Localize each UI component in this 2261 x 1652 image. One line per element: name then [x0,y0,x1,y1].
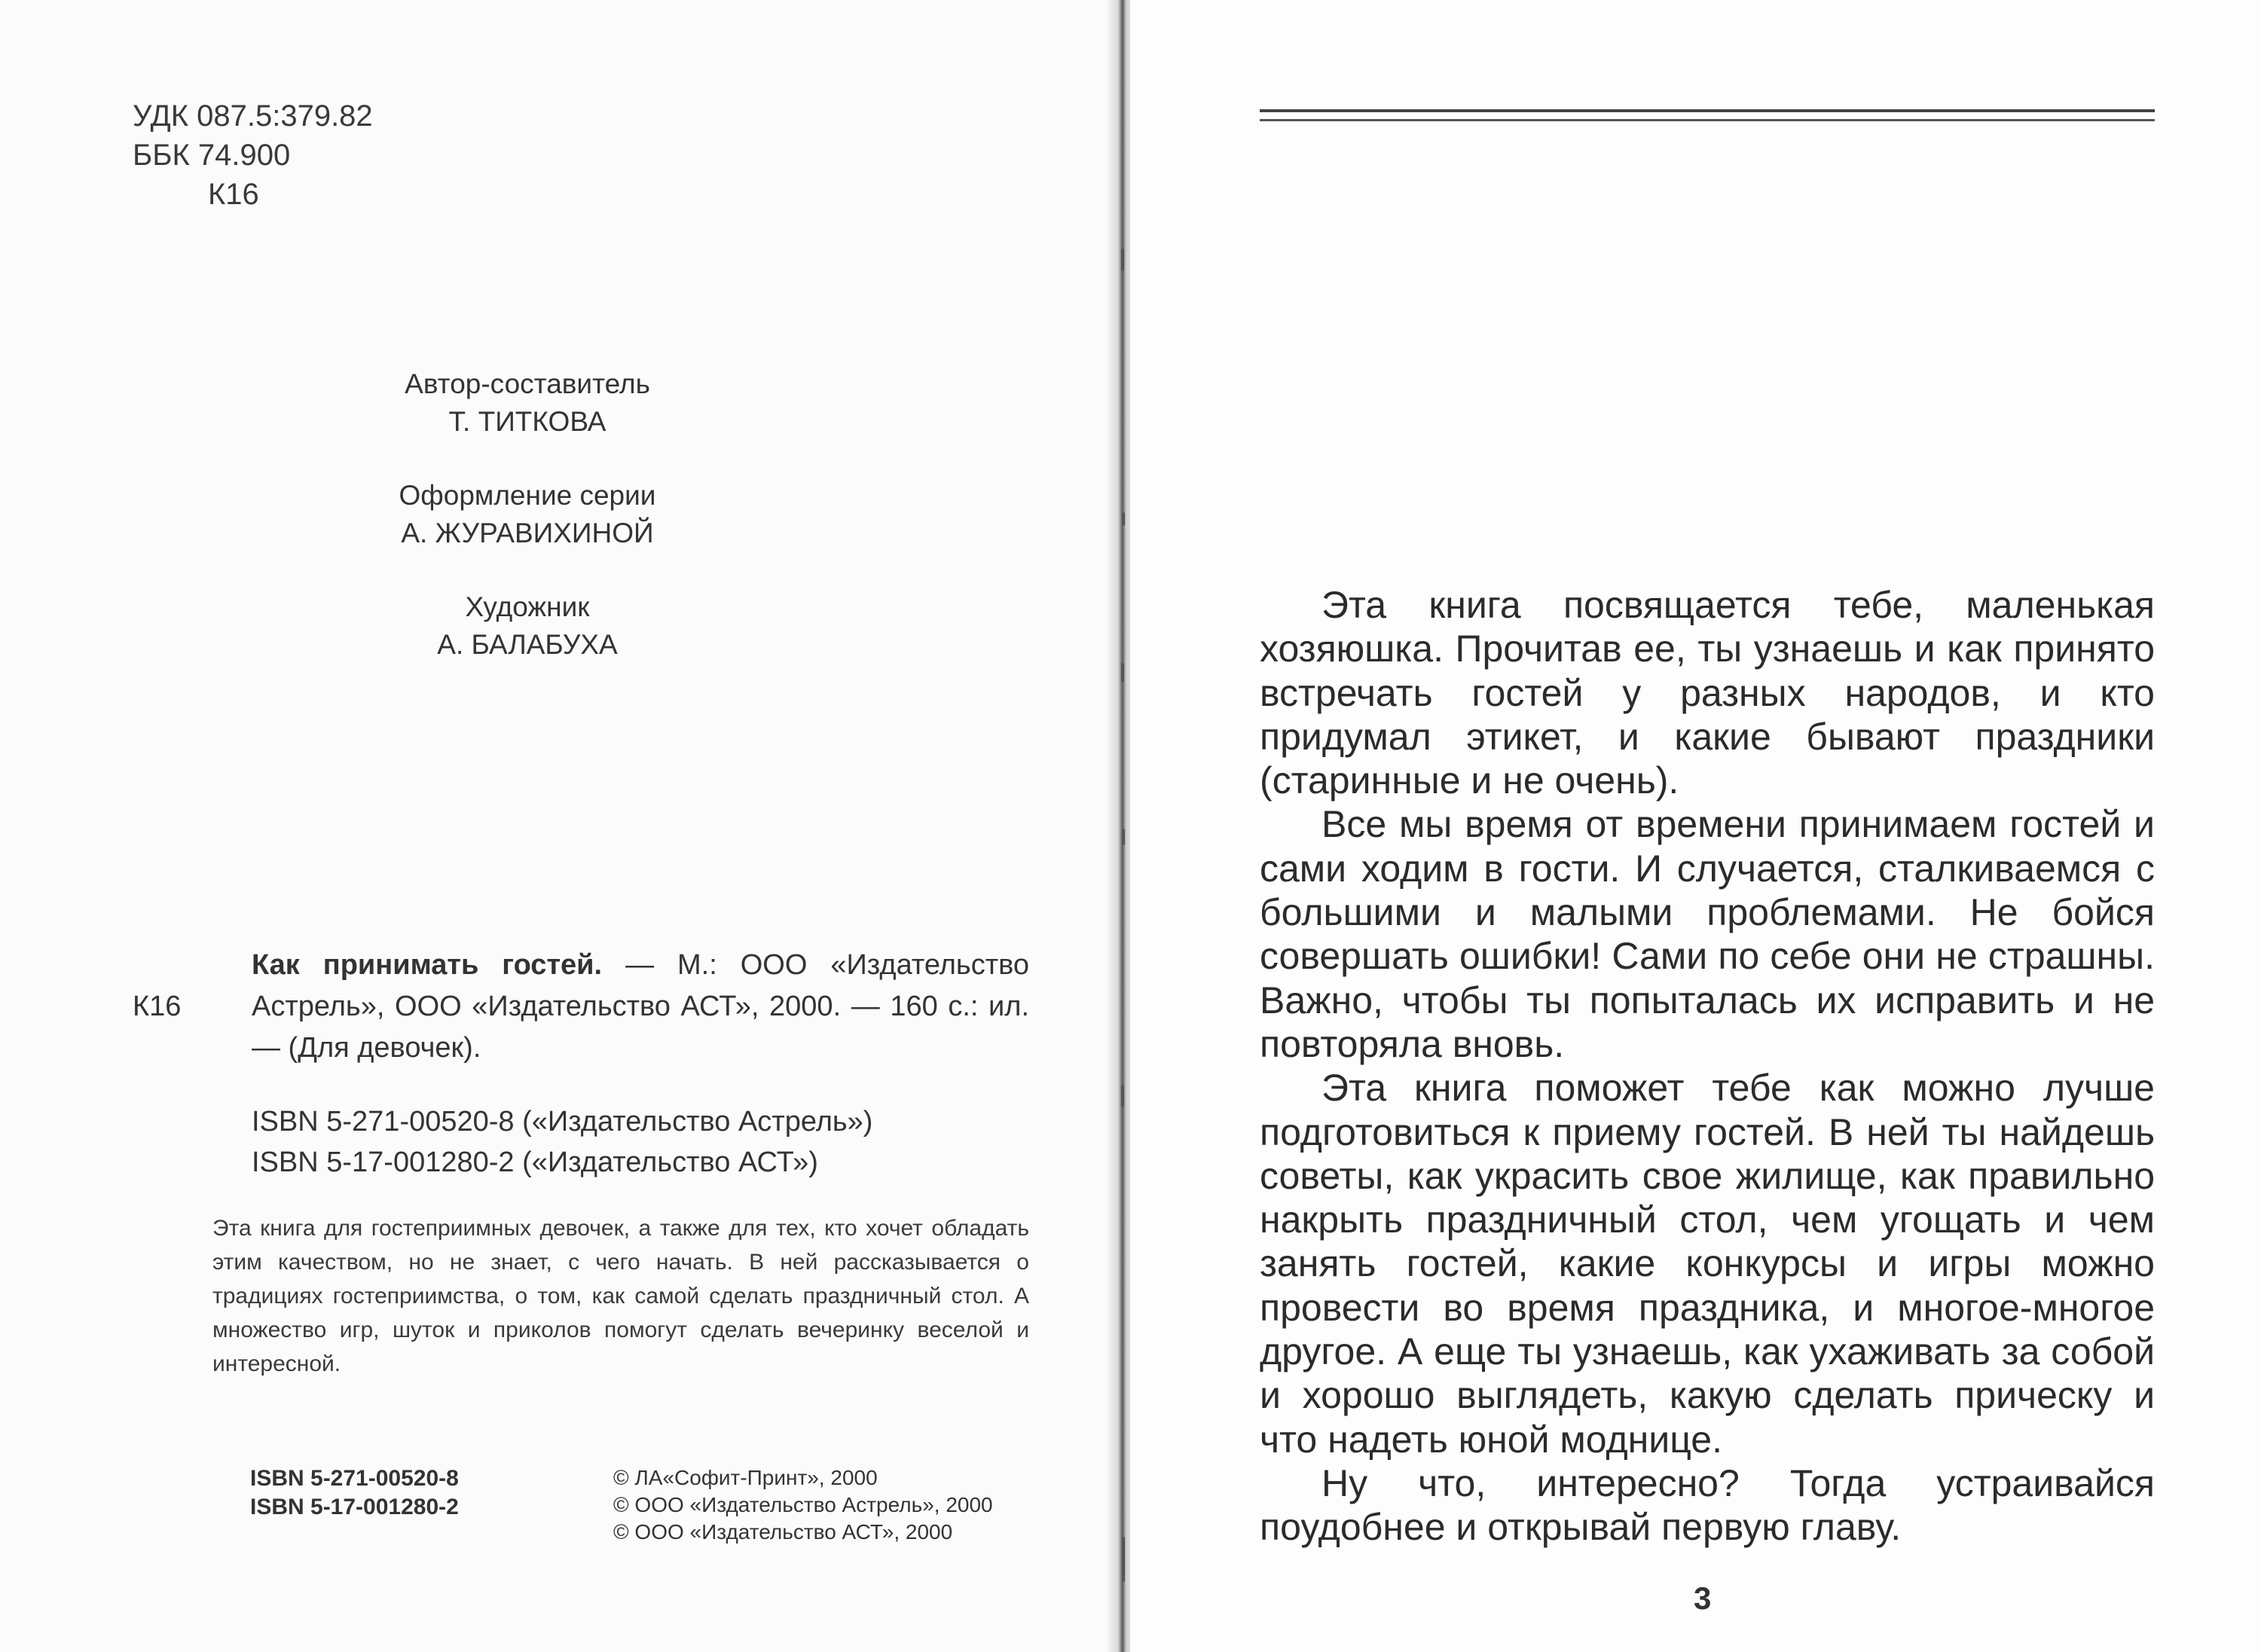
catalog-details: — М.: ООО «Издательство Астрель», ООО «Издательство АСТ», 2000. — 160 с.: ил. — (Для девочек). [252,949,1029,1064]
credit-role: Оформление серии [399,480,656,511]
credit-series-design [377,477,678,552]
isbn-line: ISBN 5-17-001280-2 («Издательство АСТ») [252,1147,818,1178]
credits [377,365,678,700]
credit-artist [377,588,678,664]
preface-paragraph: Все мы время от времени принимаем гостей и сами ходим в гости. И случается, сталкиваемся с большими и малыми проблемами. Не бойся совершать ошибки! Сами по себе они не страшны. Важно, чтобы ты попыталась их исправить и не повторяла вновь. [1260,803,2155,1065]
isbn-bold-line: ISBN 5-271-00520-8 [250,1466,459,1491]
credit-role: Художник [465,591,590,622]
copyright-notices [613,1464,993,1546]
page-number: 3 [1694,1580,1712,1616]
annotation: Эта книга для гостеприимных девочек, а также для тех, кто хочет обладать этим качеством, но не знает, с чего начать. В ней рассказывается о традициях гостеприимства, о том, как самой сделать праздничный стол. А множество игр, шуток и приколов помогут сделать вечеринку веселой и интересной. [212,1216,1029,1376]
gutter-shadow-mark [1121,663,1124,682]
bbk-code: ББК 74.900 [133,139,291,172]
preface-text [1260,583,2155,1550]
preface-paragraph: Ну что, интересно? Тогда устраивайся поудобнее и открывай первую главу. [1260,1461,2155,1549]
catalog-title: Как принимать гостей. [252,949,603,981]
preface-paragraph: Эта книга поможет тебе как можно лучше подготовиться к приему гостей. В ней ты найдешь советы, как украсить свое жилище, как правильно накрыть праздничный стол, чем угощать и чем занять гостей, какие конкурсы и игры можно провести во время праздника, и многое-многое другое. А еще ты узнаешь, как ухаживать за собой и хорошо выглядеть, какую сделать прическу и что надеть юной моднице. [1260,1067,2155,1461]
catalog-description [252,945,1029,1069]
copyright-line: © ЛА«Софит-Принт», 2000 [613,1466,878,1489]
header-rule [1260,119,2155,121]
isbn-list [252,1101,872,1183]
catalog-code: К16 [133,991,182,1022]
credit-name: Т. ТИТКОВА [448,406,606,437]
credit-compiler [377,365,678,441]
left-page [0,0,1114,1652]
isbn-bold-line: ISBN 5-17-001280-2 [250,1495,459,1519]
classification-codes-top [133,96,373,214]
gutter-shadow-mark [1122,829,1125,845]
credit-name: А. БАЛАБУХА [437,629,618,660]
author-sign: К16 [208,178,259,211]
gutter-shadow-mark [1121,249,1124,271]
credit-role: Автор-составитель [405,368,650,399]
isbn-bold-list [250,1464,459,1522]
header-rule [1260,109,2155,112]
gutter-shadow-mark [1122,512,1125,526]
gutter-shadow-mark [1121,1085,1124,1107]
credit-name: А. ЖУРАВИХИНОЙ [401,518,654,548]
bibliographic-entry [133,945,1029,1069]
udk-code: УДК 087.5:379.82 [133,99,373,133]
preface-paragraph: Эта книга посвящается тебе, маленькая хозяюшка. Прочитав ее, ты узнаешь и как принято встречать гостей у разных народов, и кто придумал этикет, и какие бывают праздники (старинные и не очень). [1260,584,2155,802]
copyright-line: © ООО «Издательство Астрель», 2000 [613,1493,993,1516]
isbn-line: ISBN 5-271-00520-8 («Издательство Астрель») [252,1106,873,1137]
copyright-line: © ООО «Издательство АСТ», 2000 [613,1520,953,1544]
gutter-shadow-mark [1122,1537,1125,1582]
show-through-title-ghost: ⠀ [226,542,321,675]
